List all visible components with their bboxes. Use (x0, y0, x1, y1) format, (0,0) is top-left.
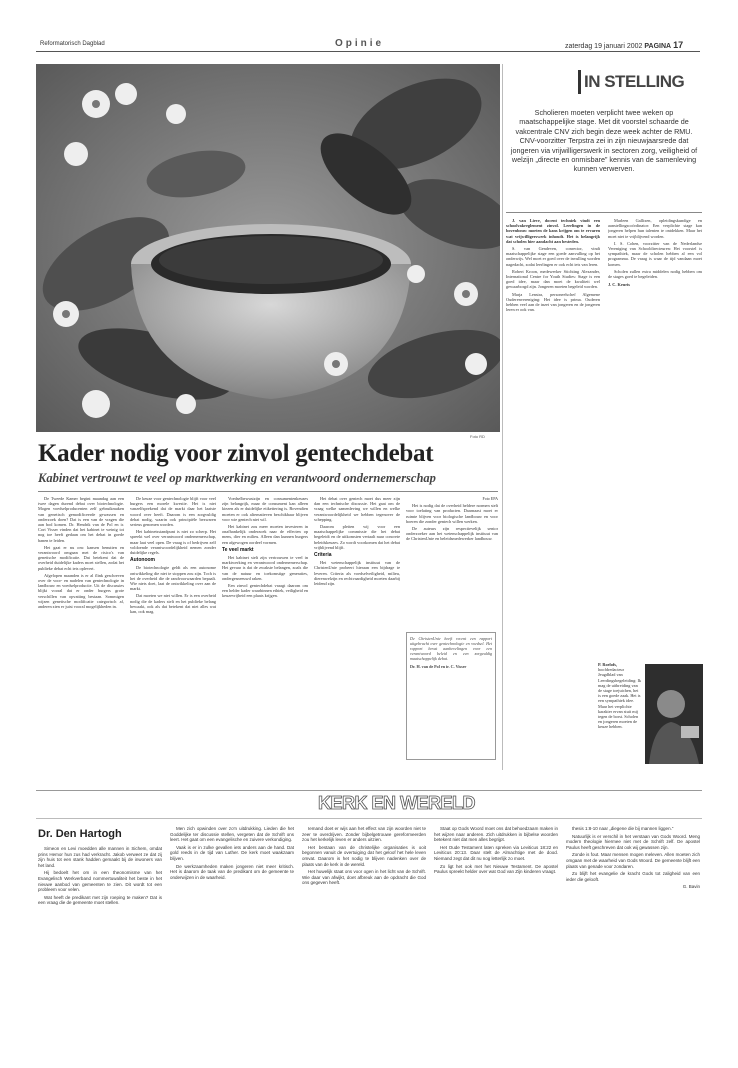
article-paragraph: De biotechnologie geldt als een autonome ontwikkeling die niet te stoppen zou zijn. Toch is het de overheid die de randvoorwaarden bepaalt. Wie niets doet, laat de ontwikkeling over aan de markt. (130, 565, 216, 592)
article-headline: Kader nodig voor zinvol gentechdebat (38, 440, 434, 467)
article-subheadline: Kabinet vertrouwt te veel op marktwerking en verantwoord ondernemerschap (38, 471, 436, 485)
instelling-intro: Scholieren moeten verplicht twee weken op maatschappelijke stage. Met dit voorstel schaarde de vakcentrale CNV zich begin deze week achter de RMU. CNV-voorzitter Terpstra zei in zijn nieuwjaarsrede dat jongeren via vrijwilligerswerk in sectoren zorg, veiligheid of welzijn „directe en onmisbare” kennis van de samenleving kunnen verwerven. (510, 108, 698, 174)
instelling-paragraph: Scholen zullen extra middelen nodig hebben om de stages goed te begeleiden. (608, 268, 702, 280)
article-paragraph: Het kabinetsstandpunt is niet zo scherp. Het spreekt wel over verantwoord ondernemerschap, maar laat veel open. De vraag is of bedrijven zelf voldoende verantwoordelijkheid nemen zonder duidelijke regels. (130, 529, 216, 556)
instelling-caption-text: hoofdredacteur Jeugdblad van Leerdingsbegeleiding: Ik mag de uitbreiding van de stage toejuichen, het is een goede zaak. Het is een sympathiek idee. Maar het verplichte karakter ervan stuit mij tegen de borst. Scholen en jongeren moeten de keuze hebben. (598, 667, 642, 730)
kerk-signature: G. Bavin (682, 884, 700, 890)
kerk-paragraph: Men zich opwinden over zo'n uitdrukking. Lieden die het Goddelijke ter discussie stellen, vergeten dat de Schrift ons leert. Het gaat om een evangelische en zuivere verkondiging. (170, 826, 294, 843)
instelling-caption (598, 662, 642, 766)
instelling-paragraph: I. S. Cohen, voorzitter van de Nederlandse Vereniging van Schooldirecteuren: Het voorstel is sympathiek, maar de scholen hebben al een vol programma. De vraag is waar de tijd vandaan moet komen. (608, 240, 702, 267)
article-paragraph: Voedselbewustzijn en consumentenkeuzes zijn belangrijk, maar de consument kan alleen kiezen als er duidelijke etikettering is. Bovendien moeten er ook alternatieven beschikbaar blijven voor wie gentech niet wil. (222, 496, 308, 522)
article-paragraph: De Tweede Kamer begint maandag aan een twee dagen durend debat over biotechnologie. Mogen voedselproducenten zelf gebruikmaken van genetisch gemodificeerde gewassen en onderzoek doen? Dat is een van de vragen die aan bod komen. Dr. Hendrik van de Pol en ir. Cort Visser vinden dat het kabinet te weinig tot nog toe heeft gedaan om het debat in goede banen te leiden. (38, 496, 124, 543)
instelling-paragraph: Robert Kroon, medewerker Stichting Alexander, International Centre for Youth Studies: Stage is een goed idee, maar dan moet de kwaliteit wel gewaarborgd zijn. Jongeren moeten begeleid worden. (506, 268, 600, 290)
article-subhead-markt: Te veel markt (222, 546, 254, 553)
kerk-paragraph: Wat heeft de predikant met zijn roeping te maken? Dat is een vraag die de gemeente moet stellen. (38, 894, 162, 906)
instelling-paragraph: J. van Lieve, docent techniek vindt een schoolvakreglement zinvol. Leerlingen in de bovenbouw moeten de kans krijgen om te ervaren wat vrijwilligerswerk inhoudt. Het is belangrijk dat scholen hier aandacht aan besteden. (506, 218, 600, 244)
article-paragraph: Het is nodig dat de overheid heldere normen stelt voor toelating van producten. Daarnaast moet er ruimte blijven voor biologische landbouw en voor boeren die zonder gentech willen werken. (406, 503, 498, 524)
article-subhead-criteria: Criteria (314, 552, 332, 559)
headline-rule (38, 491, 498, 492)
article-paragraph: Het wetenschappelijk instituut van de ChristenUnie probeert hieraan een bijdrage te leveren. Criteria als voedselveiligheid, milieu, dierenwelzijn en rechtvaardigheid moeten daarbij leidend zijn. (314, 560, 400, 587)
instelling-signature: J. C. Keuris (608, 282, 630, 288)
article-paragraph: Daarom pleiten wij voor een maatschappelijke commissie die het debat begeleidt en de uitkomsten vertaalt naar concrete beleidskeuzes. Zo wordt voorkomen dat het debat vrijblijvend blijft. (314, 524, 400, 550)
kerk-paragraph: Het Oude Testament laten spreken via Leviticus 18:22 en Leviticus 20:13. Daar stelt de Almachtige met de dood. Niemand zegt dat dit nu nog letterlijk zo moet. (434, 844, 558, 861)
article-footnote-text: De ChristenUnie heeft recent een rapport uitgebracht over gentechnologie en voedsel. Het rapport bevat aanbevelingen voor een verantwoord beleid en een zorgvuldig maatschappelijk debat. (410, 636, 492, 661)
kerk-paragraph: De werkzaamheden maken jongeren niet meer kritisch. Het is daarom de taak van de predikant om de gemeente te onderwijzen in de waarheid. (170, 863, 294, 880)
header-rule (36, 51, 700, 52)
kerk-col-3 (302, 826, 426, 1046)
article-col-3 (222, 496, 308, 788)
kerk-paragraph: Hij bedoelt het om in een theonomisme van het Evangelisch Werkverband nommertuwaliteit het beste in het nieuwe aanbod van gemeenten te zien. Dit wordt tot een probleem voor velen. (38, 870, 162, 893)
instelling-caption-name: P. Roelofs, (598, 662, 618, 667)
kerk-paragraph: Simeon en Levi moedden alle mannen in Sichem, omdat prins Hemor hun zus had verkracht. Jakob verweet ze dat zij zijn huis tot een stank hadden gemaakt bij de inwoners van het land. (38, 846, 162, 868)
kerk-paragraph: Vaak is er in zulke gevallen iets anders aan de hand. Dat gold reeds in de tijd van Luther. De kerk moet waakzaam blijven. (170, 844, 294, 861)
kerk-paragraph: Het huwelijk staat ons voor ogen in het licht van de Schrift. Wie daar van afwijkt, doet afbreuk aan de opdracht die God ons gegeven heeft. (302, 869, 426, 886)
article-footnote-box (406, 632, 496, 760)
article-subhead-autonoom: Autonoom (130, 557, 155, 564)
kerk-col-4 (434, 826, 558, 1046)
article-footnote-author: Dr. H. van de Pol en ir. C. Visser (410, 664, 467, 669)
article-paragraph: Het gaat er nu om: kansen benutten en verantwoord omgaan met de risico's van genetische modificatie. Dat betekent dat de overheid duidelijke kaders moet stellen, zodat het publieke debat echt iets oplevert. (38, 544, 124, 571)
article-col-4 (314, 496, 400, 788)
kerk-paragraph: Staat op Gods Woord moet ons dat behoedzaam maken in het wijzen naar anderen. Zich uitdrukken in bijbelse woorden betekent niet dat men alles begrijpt. (434, 826, 558, 843)
header-date (565, 40, 683, 50)
plant-photo-image (36, 64, 500, 432)
kerk-col-2 (170, 826, 294, 1046)
article-paragraph: Het kabinet zou meer moeten investeren in onafhankelijk onderzoek naar de effecten op mens, dier en milieu. Alleen dan kunnen burgers een afgewogen oordeel vormen. (222, 524, 308, 545)
kerk-paragraph: Iemand doet er wijs aan het effect van zijn woorden niet te zeer te overdrijven. Zonder bijbelgetrouwe gereformeerden zou het kerkelijk leven er anders uitzien. (302, 826, 426, 843)
article-col-1 (38, 496, 124, 788)
kerk-col-1 (38, 846, 162, 1046)
photo-credit: Foto RD (470, 434, 485, 439)
article-paragraph: Het debat over gentech moet dus meer zijn dan een technische discussie. Het gaat om de vraag welke samenleving we willen en welke verantwoordelijkheid we hebben tegenover de schepping. (314, 496, 400, 522)
article-paragraph: Dat moeten we niet willen. Er is een overheid nodig die de kaders stelt en het publieke belang bewaakt, ook als dat betekent dat niet alles wat kan, ook mag. (130, 593, 216, 615)
instelling-paragraph: Marleen Gallixen, opleidingskundige en aanstellingscoördinator: Een verplichte stage kan jongeren helpen hun talenten te ontdekken. Maar het moet niet te vrijblijvend worden. (608, 218, 702, 239)
instelling-logo: IN STELLING (584, 72, 685, 91)
instelling-rule (506, 212, 702, 213)
header-page-number: 17 (673, 40, 684, 50)
kerk-paragraph: thesis 1:8-10 naar „diegene die bij mannen liggen.” (572, 826, 674, 831)
instelling-col-2 (608, 218, 702, 658)
article-col-2 (130, 496, 216, 788)
kerk-paragraph: Het bestaan van de christelijke organisaties is ooit begonnen vanuit de overtuiging dat het geloof het hele leven omvat. Daarom is het nodig te blijven nadenken over de plaats van de kerk in de wereld. (302, 844, 426, 867)
kerk-paragraph: Zo blijft het evangelie de kracht Gods tot zaligheid van een ieder die gelooft. (566, 871, 700, 882)
article-paragraph: Afgelopen maanden is er al flink geschreven over de voor- en nadelen van gentechnologie in landbouw en voedselproductie. Uit de discussies blijkt vooral dat er onder burgers grote verschillen van opvatting bestaan. Sommigen wijzen genetische modificatie categorisch af, anderen zien er juist vooral mogelijkheden in. (38, 572, 124, 610)
kerk-paragraph: Zonde is fout. Maar mensen mogen meleven. Allen moeten zich omgaan met de waarheid van Gods Woord. De gemeente blijft een plaats van genade voor zondaren. (566, 852, 700, 869)
article-paragraph: Een zinvol gentechdebat vraagt daarom om een helder kader waarbinnen ethiek, veiligheid en keuzevrijheid een plaats krijgen. (222, 583, 308, 599)
kerk-paragraph: Natuurlijk is er verschil in het verstaan van Gods Woord. Meng modern theologie hiermee niet met de Schrift zelf. De apostel Paulus heeft geschreven dat ook wij gewassen zijn. (566, 833, 700, 850)
article-paragraph: De auteurs zijn respectievelijk senior onderzoeker aan het wetenschappelijk instituut van de ChristenUnie en beleidsmedewerker landbouw. (406, 526, 498, 542)
header-date-text: zaterdag 19 januari 2002 (565, 43, 643, 50)
article-paragraph: De keuze voor gentechnologie blijft voor veel burgers een morele kwestie. Het is niet vanzelfsprekend dat de markt daar het laatste woord over heeft. Daarom is een zorgvuldig debat nodig, waarin ook principiële bezwaren serieus genomen worden. (130, 496, 216, 528)
instelling-paragraph: Marja Lenstra, personeelschef Algemene Ouderenvereniging: Het idee is prima. Ouderen hebben veel aan de inzet van jongeren en de jongeren leren er ook van. (506, 291, 600, 313)
header-paper: Reformatorisch Dagblad (40, 41, 105, 47)
instelling-logo-bar (578, 70, 581, 94)
article-col-5 (406, 496, 498, 626)
portrait-photo-image (645, 664, 703, 764)
column-divider (502, 64, 503, 770)
kerk-logo-rule (36, 818, 702, 819)
article-photo-credit: Foto EPA (482, 496, 498, 501)
kerk-paragraph: Zo ligt het ook met het Nieuwe Testament. De apostel Paulus spreekt helder over wat God van Zijn kinderen vraagt. (434, 863, 558, 875)
header-page-label: PAGINA (644, 43, 672, 50)
article-paragraph: Het kabinet stelt zijn vertrouwen te veel in marktwerking en verantwoord ondernemerschap. Het gevaar is dat de zwakste belangen, zoals die van de natuur en toekomstige generaties, ondergesneeuwd raken. (222, 555, 308, 581)
kerk-col-5 (566, 826, 700, 1046)
instelling-paragraph: S. van Gendeven, conrector, vindt maatschappelijke stage een goede aanvulling op het onderwijs. Wel moet er goed over de invulling worden nagedacht, zodat leerlingen er ook echt iets van leren. (506, 246, 600, 267)
kerk-title: Dr. Den Hartogh (38, 828, 122, 840)
instelling-photo (645, 664, 703, 764)
kerk-top-rule (36, 790, 702, 791)
instelling-col-1 (506, 218, 600, 658)
main-photo (36, 64, 500, 432)
header-section: Opinie (335, 38, 385, 49)
kerk-logo: KERK EN WERELD (318, 793, 476, 813)
